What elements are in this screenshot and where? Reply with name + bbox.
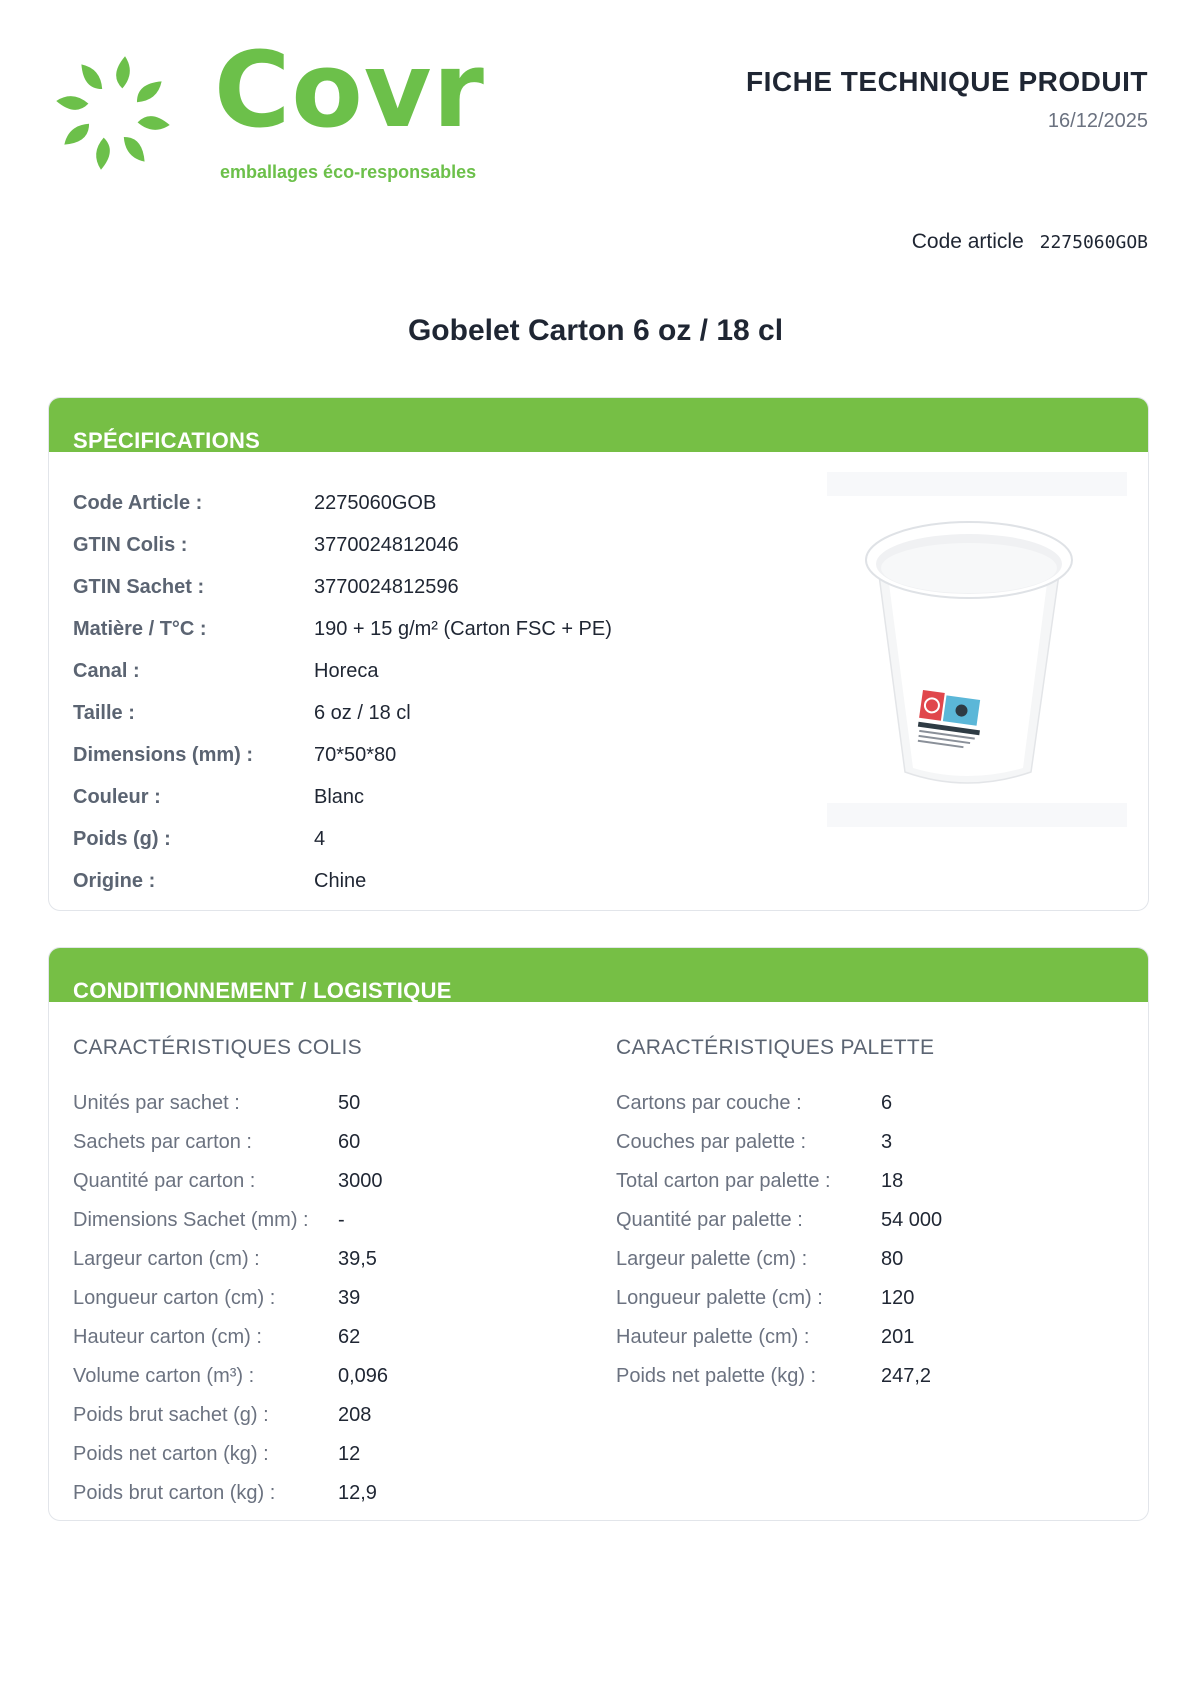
field-label: Couches par palette :: [616, 1131, 807, 1153]
article-code-line: [912, 230, 1148, 254]
specifications-list: [73, 482, 612, 902]
field-label: Poids brut sachet (g) :: [73, 1404, 269, 1426]
specifications-card: [48, 397, 1149, 911]
field-value: 80: [881, 1248, 904, 1270]
field-value: Chine: [314, 869, 367, 892]
leaf-icon: [77, 60, 106, 94]
field-value: 54 000: [881, 1209, 943, 1231]
list-item: [73, 1123, 388, 1162]
field-label: Quantité par carton :: [73, 1170, 256, 1192]
field-label: Longueur palette (cm) :: [616, 1287, 823, 1309]
field-label: Largeur carton (cm) :: [73, 1248, 260, 1270]
field-value: 247,2: [881, 1365, 932, 1387]
field-value: 70*50*80: [314, 743, 397, 766]
list-item: [616, 1123, 942, 1162]
field-label: Unités par sachet :: [73, 1092, 240, 1114]
list-item: [73, 1240, 388, 1279]
field-value: 190 + 15 g/m² (Carton FSC + PE): [314, 617, 612, 640]
list-item: [73, 1474, 388, 1513]
list-item: [73, 692, 612, 734]
leaf-icon: [120, 132, 149, 166]
list-item: [616, 1084, 942, 1123]
list-item: [73, 1162, 388, 1201]
list-item: [73, 1279, 388, 1318]
field-value: 3000: [338, 1170, 383, 1192]
field-value: 201: [881, 1326, 915, 1348]
list-item: [73, 566, 612, 608]
list-item: [73, 1318, 388, 1357]
field-value: Horeca: [314, 659, 379, 682]
field-label: Poids (g) :: [73, 827, 171, 850]
list-item: [73, 1084, 388, 1123]
list-item: [616, 1201, 942, 1240]
paper-cup-icon: [827, 472, 1127, 827]
field-label: Poids net palette (kg) :: [616, 1365, 817, 1387]
field-value: 0,096: [338, 1365, 389, 1387]
field-value: 50: [338, 1092, 361, 1114]
field-label: Origine :: [73, 869, 156, 892]
list-item: [73, 1396, 388, 1435]
field-label: Poids brut carton (kg) :: [73, 1482, 276, 1504]
list-item: [73, 734, 612, 776]
colis-list: [73, 1084, 388, 1513]
field-label: Quantité par palette :: [616, 1209, 803, 1231]
field-label: Volume carton (m³) :: [73, 1365, 255, 1387]
palette-column: [616, 1036, 942, 1396]
palette-title: CARACTÉRISTIQUES PALETTE: [616, 1036, 935, 1059]
brand-tagline: emballages éco-responsables: [220, 162, 477, 182]
product-title: Gobelet Carton 6 oz / 18 cl: [407, 314, 784, 347]
leaf-icon: [60, 120, 94, 149]
product-image: [827, 472, 1127, 827]
list-item: [73, 608, 612, 650]
list-item: [73, 650, 612, 692]
field-label: Dimensions (mm) :: [73, 743, 254, 766]
field-value: 60: [338, 1131, 361, 1153]
list-item: [73, 1201, 388, 1240]
field-value: 18: [881, 1170, 904, 1192]
field-value: 208: [338, 1404, 372, 1426]
field-label: Hauteur carton (cm) :: [73, 1326, 262, 1348]
field-label: Matière / T°C :: [73, 617, 207, 640]
logistics-card: [48, 947, 1149, 1521]
field-value: 2275060GOB: [314, 491, 437, 514]
field-label: Sachets par carton :: [73, 1131, 252, 1153]
specifications-header: SPÉCIFICATIONS: [49, 398, 1148, 452]
field-value: -: [338, 1209, 345, 1231]
list-item: [73, 1435, 388, 1474]
field-label: Canal :: [73, 659, 140, 682]
leaf-icon: [113, 55, 133, 89]
brand-logo: [48, 29, 488, 188]
article-code-label: Code article: [911, 230, 1024, 253]
field-label: Code Article :: [73, 491, 203, 514]
brand-name: Covr: [214, 29, 485, 151]
list-item: [73, 776, 612, 818]
field-label: GTIN Colis :: [73, 533, 188, 556]
list-item: [616, 1279, 942, 1318]
list-item: [73, 482, 612, 524]
document-title: FICHE TECHNIQUE PRODUIT: [746, 66, 1148, 97]
field-value: 3: [881, 1131, 893, 1153]
field-label: Couleur :: [73, 785, 161, 808]
field-value: Blanc: [314, 785, 365, 808]
field-value: 3770024812596: [314, 575, 459, 598]
document-date: 16/12/2025: [1047, 110, 1148, 132]
leaf-icon: [132, 77, 166, 106]
logistics-header: CONDITIONNEMENT / LOGISTIQUE: [49, 948, 1148, 1002]
leaf-ring-icon: [48, 48, 178, 178]
field-value: 6: [881, 1092, 893, 1114]
field-value: 4: [314, 827, 326, 850]
field-value: 6 oz / 18 cl: [314, 701, 411, 724]
field-value: 120: [881, 1287, 915, 1309]
field-label: Cartons par couche :: [616, 1092, 802, 1114]
field-label: Poids net carton (kg) :: [73, 1443, 269, 1465]
list-item: [73, 818, 612, 860]
field-label: Hauteur palette (cm) :: [616, 1326, 810, 1348]
list-item: [616, 1318, 942, 1357]
leaf-icon: [93, 137, 113, 171]
field-label: Total carton par palette :: [616, 1170, 831, 1192]
field-label: Largeur palette (cm) :: [616, 1248, 808, 1270]
leaf-icon: [137, 113, 171, 133]
field-label: Taille :: [73, 701, 135, 724]
list-item: [73, 860, 612, 902]
leaf-icon: [55, 93, 89, 113]
field-label: Longueur carton (cm) :: [73, 1287, 276, 1309]
article-code-value: 2275060GOB: [1039, 232, 1148, 253]
list-item: [73, 524, 612, 566]
field-label: Dimensions Sachet (mm) :: [73, 1209, 309, 1231]
field-label: GTIN Sachet :: [73, 575, 205, 598]
field-value: 12: [338, 1443, 361, 1465]
field-value: 12,9: [338, 1482, 377, 1504]
field-value: 39,5: [338, 1248, 377, 1270]
list-item: [616, 1240, 942, 1279]
colis-title: CARACTÉRISTIQUES COLIS: [73, 1036, 362, 1059]
field-value: 3770024812046: [314, 533, 459, 556]
list-item: [73, 1357, 388, 1396]
list-item: [616, 1162, 942, 1201]
field-value: 39: [338, 1287, 361, 1309]
field-value: 62: [338, 1326, 361, 1348]
colis-column: [73, 1036, 388, 1513]
list-item: [616, 1357, 942, 1396]
palette-list: [616, 1084, 942, 1396]
